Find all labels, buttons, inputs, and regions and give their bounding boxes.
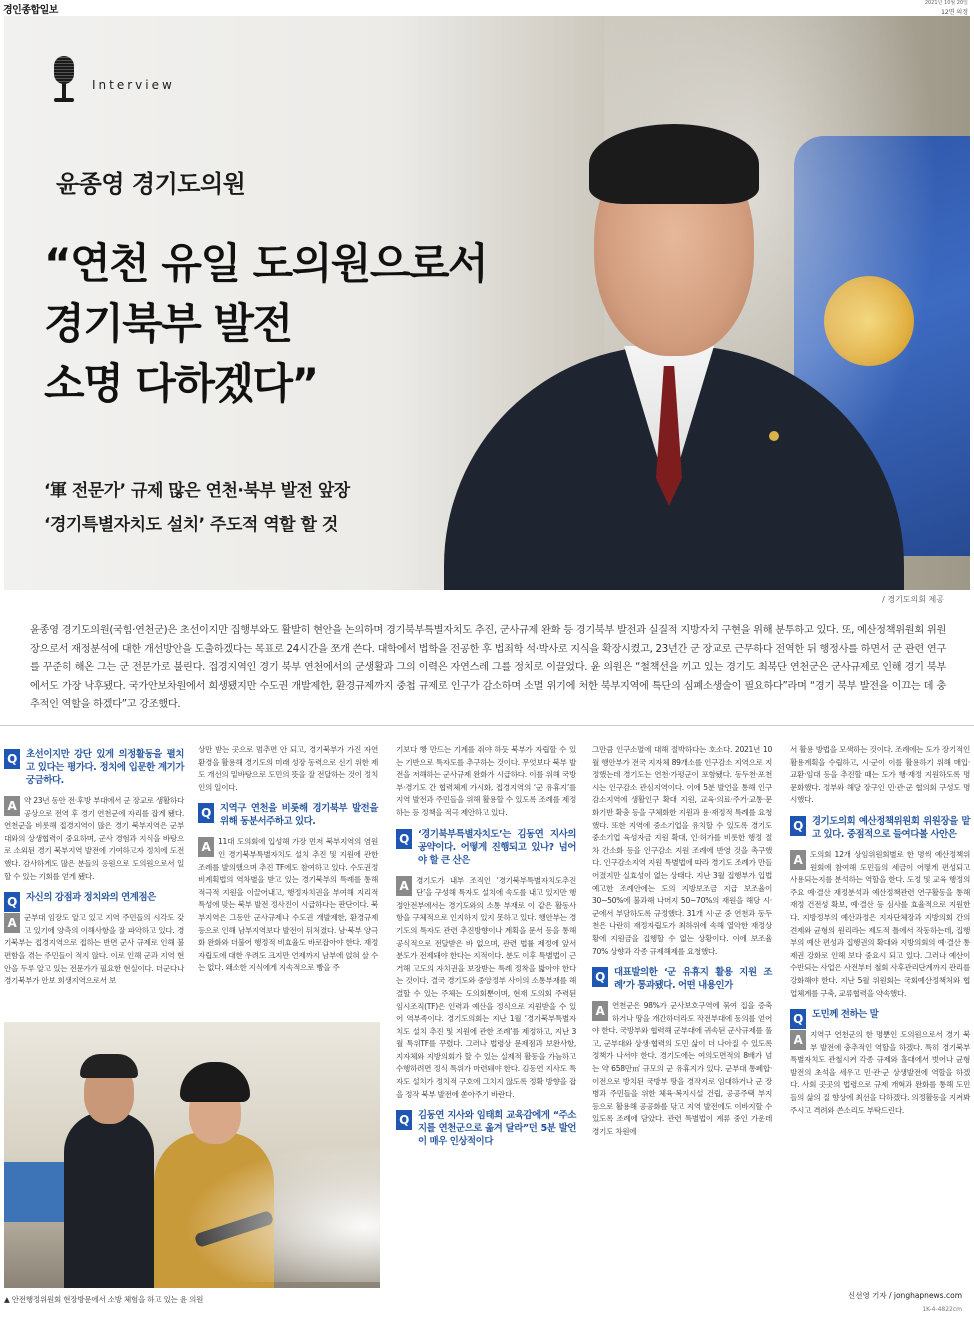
deck-line: ‘軍 전문가’ 규제 많은 연천·북부 발전 앞장 [44, 481, 350, 501]
answer-text: 군부대 임장도 알고 있고 지역 주민들의 시각도 갖고 있기에 양측의 이해사항을 잘 파악하고 있다. 경기북부는 접경지역으로 접하는 반면 군사 규제로 인해 불편함을 겪는 주민들이 적지 않다. 이로 인해 군과 지역 현안을 두루 알고 있는 전문가가 필요한 현실이다. 더군다나 경기북부가 안보 희생지역으로서 보 [4, 913, 184, 986]
answer-text: 도의회 12개 상임위원회별로 한 명씩 예산정책위원회에 참여해 도민들의 세금이 어떻게 편성되고 사용되는지를 분석하는 역할을 한다. 도정 및 교육 행정의 주요 예·결산 재정분석과 예산정책관련 연구활동을 통해 재정 건전성 확보, 예·결산 등 심사를 효율적으로 지원한다. 지방정부의 예산과정은 지자단체장과 지방의회 간의 견제와 균형의 원리라는 제도적 틀에서 작동하는데, 집행부의 예산 편성과 집행권의 확대와 지방의회의 예·결산 통제권 강화로 인해 보다 중요시 되고 있다. 그러나 예산이 수반되는 사업은 사전부터 철회 사후관리단계까지 관리를 강화해야 한다. 지난 5월 위원회는 국회예산정책처와 협업체계를 구축, 교류협력을 약속했다. [790, 849, 970, 998]
publication-date: 2021년 10월 20일 [924, 0, 968, 6]
photo-cap [80, 1054, 138, 1078]
answer-text: 서 활용 방법을 모색하는 것이다. 조례에는 도가 장기적인 활용계획을 수립하고, 시·군이 이를 활용하기 위해 매입·교환·임대 등을 추진할 때는 도가 행·재정 지원하도록 명문화했다. 정부와 해당 장구인 민·관·군 협의회 구성도 명시했다. [790, 745, 970, 805]
question-text: 초선이지만 강단 있게 의정활동을 펼치고 있다는 평가다. 정치에 입문한 계기가 궁금하다. [26, 749, 184, 786]
question-text: ‘경기북부특별자치도’는 김동연 지사의 공약이다. 어떻게 진행되고 있나? 넘어야 할 큰 산은 [418, 828, 576, 866]
question-badge: Q [198, 803, 214, 823]
answer-text: 그만큼 인구소멸에 대해 절박하다는 호소다. 2021년 10월 행안부가 전국 지자체 89개소를 인구감소 지역으로 지정했는데 경기도는 연천·가평군이 포함됐다. 동두천·포천시는 인구감소 관심지역이다. 이에 5분 발언을 통해 인구감소지역에 생활인구 확대 지원, 교육·의료·주거·교통·문화기반 확충 등을 구체화한 지원과 용·재정적 특례를 요청했다. 또한 지역에 중소기업을 유치할 수 있도록 경기도 중소기업 육성자금 지원 확대, 인·허가를 비롯한 행정 절차 간소화 등을 인구감소 지원 조례에 반영 것을 촉구했다. 인구감소지역 지원 특별법에 따라 경기도 조례가 만들어졌지만 실효성이 없는 상태다. 지난 3월 집행부가 입법예고한 조례안에는 도의 지방보조금 지급 보조율이 30~50%에 불과해 나머지 50~70%의 재원을 해당 시·군에서 부담하도록 규정했다. 31개 시·군 중 연천과 동두천은 나란히 재정자립도가 최하위에 속해 열악한 재정상황에 지원금을 집행할 수 없는 상황이다. 이에 보조율 70% 상향과 각종 규제해제를 요청했다. [592, 745, 772, 956]
column-5 [790, 744, 970, 1304]
answer-text: 11대 도의회에 입성해 가장 먼저 북부지역의 염원인 경기북부특별자치도 설치 추진 및 지원에 관한 조례를 발의했으며 추진 TF에도 참여하고 있다. 수도권정비계획법의 역차별을 받고 있는 경기북부의 특례를 통해 적극적 지원을 이끌어내고, 행정자치권을 부여해 지리적 특성에 맞는 북부 발전 정사진이 시급하다는 판단이다. 북부지역은 그동안 군사규제나 수도권 개발제한, 환경규제 등으로 인해 남부지역보다 발전이 뒤처졌다. 남·북부 양극화 완화와 더불어 행정적 비효율도 바로잡아야 한다. 재정자립도에 대한 우려도 크지만 언제까지 남부에 얹혀 살 수는 없다. 왜소한 지식에게 지속적으로 빵을 주 [198, 837, 378, 973]
column-3 [396, 744, 576, 1304]
question [790, 815, 970, 841]
answer-text: 연천군은 98%가 군사보호구역에 묶여 집을 증축하거나 땅을 개간하더라도 작전부대에 동의를 얻어야 한다. 국방부와 협력해 군부대에 귀속된 군사규제를 풀고, 군부대와 상생·협력의 도민 삶이 더 나아질 수 있도록 정책가 나서야 한다. 경기도에는 여의도면적의 8배가 넘는 약 658만㎡ 규모의 군 유휴지가 있다. 군부대 통폐합·이전으로 방치된 국방부 땅을 경작지로 임대하거나 군 장병과 주민들을 위한 체육·복지시설 건립, 공공주택 부지 등으로 활용해 공공화를 닦고 지역 발전에도 이바지할 수 있도록 조례에 담았다. 관련 특별법이 계류 중인 가운데 경기도 차원에 [592, 1001, 772, 1137]
answer [790, 849, 970, 1000]
byline: 신선영 기자 / jonghapnews.com [847, 1291, 962, 1300]
question-badge: Q [790, 1009, 806, 1029]
reference-number: 1K-4-4822cm [922, 1306, 962, 1313]
headline-line: “연천 유일 도의원으로서 [44, 239, 488, 288]
section-label: Interview [92, 78, 175, 92]
lede-paragraph: 윤종영 경기도의원(국힘·연천군)은 초선이지만 집행부와도 활발히 현안을 논의하며 경기북부특별자치도 추진, 군사규제 완화 등 경기북부 발전과 실질적 지방자치 구현을 위해 분투하고 있다. 또, 예산정책위원회 위원장으로서 재정분석에 대한 개선방안을 도출하겠다는 목표로 24시간을 쪼개 쓴다. 대학에서 법학을 전공한 후 법죄학 석·박사로 지식을 확장시켰고, 23년간 군 장교로 근무하다 전역한 뒤 행정사를 하면서 군 관련 연구를 꾸준히 해온 그는 군 전문가로 불린다. 접경지역인 경기 북부 연천에서의 군생활과 그의 이력은 자연스레 그를 정치로 이끌었다. 윤 의원은 “철책선을 끼고 있는 경기도 최북단 연천군은 군사규제로 인해 경기 북부에서도 가장 낙후됐다. 국가안보차원에서 희생됐지만 수도권 개발제한, 환경규제까지 중첩 규제로 인구가 감소하며 소멸 위기에 처한 북부지역에 특단의 심폐소생술이 필요하다”라며 “경기 북부 발전을 이끄는 데 충추적인 역할을 하겠다”고 강조했다. [30, 625, 946, 710]
answer [790, 1029, 970, 1117]
question-text: 도민께 전하는 말 [812, 1009, 879, 1021]
answer [592, 1000, 772, 1139]
hero-photo [4, 16, 970, 590]
answer [4, 795, 184, 883]
portrait-hair [589, 124, 759, 204]
question-badge: Q [4, 892, 20, 912]
question-badge: Q [396, 1110, 412, 1130]
answer [592, 744, 772, 958]
answer-badge: A [4, 796, 20, 816]
question-badge: Q [790, 816, 806, 836]
helmet-icon [180, 1062, 250, 1102]
answer-text: 약 23년 동안 전·후방 부대에서 군 장교로 생활하다 공상으로 전역 후 경기 연천군에 자리를 잡게 됐다. 연천군을 비롯해 접경지역이 많은 경기 북부지역은 군부대와의 상생협력이 중요하며, 군사 경험과 지식을 바탕으로 소외된 경기 북부지역 발전에 기여하고자 정치에 도전했다. 감사하게도 많은 분들의 응원으로 도의원으로서 일할 수 있는 기회를 얻게 됐다. [4, 796, 184, 881]
question-text: 지역구 연천을 비롯해 경기북부 발전을 위해 동분서주하고 있다. [220, 803, 378, 828]
answer [198, 744, 378, 794]
deck-line: ‘경기특별자치도 설치’ 주도적 역할 할 것 [44, 515, 338, 535]
question-text: 김동연 지사와 임태희 교육감에게 “주소지를 연천군으로 옮겨 달라”던 5분 발언이 매우 인상적이다 [418, 1110, 576, 1148]
answer [4, 912, 184, 988]
question [198, 802, 378, 828]
deck [44, 474, 350, 542]
answer [790, 744, 970, 807]
answer-badge: A [396, 876, 412, 896]
question [592, 966, 772, 992]
question-badge: Q [4, 749, 20, 769]
question [4, 891, 184, 910]
answer-badge: A [592, 1001, 608, 1021]
photo-credit: / 경기도의회 제공 [882, 595, 944, 604]
question [790, 1008, 970, 1027]
column-4 [592, 744, 772, 1304]
answer-text: 지역구 연천군의 한 명뿐인 도의원으로서 경기 북부 발전에 충추적인 역할을 하겠다. 특히 경기북부특별자치도 관철시켜 각종 규제와 홀대에서 벗어나 균형발전의 초석을 세우고 민·관·군 상생발전에 역할을 하겠다. 사회 곳곳의 법령으로 규제 개혁과 완화를 통해 도민들의 삶의 질 향상에 최선을 다하겠다. 의정활동을 지켜봐주시고 격려와 쓴소리도 부탁드린다. [790, 1030, 970, 1115]
answer-text: 상만 받는 곳으로 멈추면 안 되고, 경기북부가 가진 자연환경을 활용해 경기도의 미래 성장 동력으로 신기 위한 제도 개선의 밑바탕으로 도민의 뜻을 잘 전달하는 것이 정치인의 일이다. [198, 745, 378, 792]
answer [396, 875, 576, 1102]
portrait-lapel-badge [769, 431, 779, 441]
subject-name: 윤종영 경기도의원 [56, 170, 246, 198]
answer-badge: A [198, 837, 214, 857]
answer [396, 744, 576, 820]
answer-badge: A [790, 1030, 806, 1050]
top-bar [0, 0, 974, 14]
photo-person-left [64, 1112, 154, 1288]
question-badge: Q [592, 967, 608, 987]
question-text: 자신의 강점과 정치와의 연계점은 [26, 892, 156, 904]
question-badge: Q [396, 829, 412, 849]
question [4, 748, 184, 787]
page-label: 12면 의정 [941, 9, 968, 16]
question-text: 경기도의회 예산정책위원회 위원장을 맡고 있다. 중점적으로 들여다볼 사안은 [812, 815, 970, 840]
question-text: 대표발의한 ‘군 유휴지 활용 지원 조례’가 통과됐다. 어떤 내용인가 [614, 967, 772, 992]
answer-badge: A [4, 913, 20, 933]
answer [198, 836, 378, 975]
answer-badge: A [790, 850, 806, 870]
question [396, 828, 576, 867]
answer-text: 경기도가 내부 조직인 ‘경기북부특별자치도추진단’을 구성해 특자도 설치에 속도를 내고 있지만 행정안전부에서는 경기도와의 소통 부재로 이 같은 활동사항을 구체적으로 인지하지 있지 못하고 있다. 행안부는 경기도의 특자도 관련 추진방향이나 계획을 문서 등을 통해 공식적으로 전달받은 바 없으며, 관련 법률 제정에 앞서 분도가 전제돼야 한다는 지적이다. 분도 이후 특별법이 근거해 고도의 자치권을 보장받는 특례 정착을 밟아야 한다는 것이다. 결국 경기도와 중앙정부 사이의 소통부재를 해결할 수 있는 주체는 도의회뿐이며, 현재 도의회 주력된 임시조직(TF)은 인력과 예산을 정식으로 지원받을 수 있어 역부족이다. 경기도의회는 지난 1월 ‘경기북부특별자치도 설치 추진 및 지원에 관한 조례’를 제정하고, 지난 3월 특위TF를 꾸렸다. 그러나 법령상 문제점과 보완사항, 지자체와 지방의회가 할 수 있는 실제적 활동을 가늠하고 수행하려면 정식 특위가 마련돼야 한다. 김동연 지사도 특자도 설치가 정치적 구호에 그치지 않도록 정확 방향을 잡을 정작 북부 발전에 쏟아주기 바란다. [396, 875, 576, 1099]
column-1 [4, 744, 184, 1020]
water-spray [184, 1142, 380, 1282]
answer-text: 기보다 빵 만드는 기계를 줘야 하듯 북부가 자립할 수 있는 기반으로 특자도를 추구하는 것이다. 무엇보다 북부 발전을 저해하는 군사규제 완화가 시급하다. 이를 위해 국방부·경기도 간 협력체계 가시화, 접경지역의 ‘군 유휴지’를 지역 발전과 주민들을 위해 활용할 수 있도록 조례를 제정하는 등 정책을 적극 제안하고 있다. [396, 745, 576, 817]
microphone-icon [50, 56, 78, 110]
headline-line: 경기북부 발전 [44, 299, 292, 348]
headline-line: 소명 다하겠다” [44, 359, 318, 408]
photo-caption: ▲ 안전행정위원회 현장방문에서 소방 체험을 하고 있는 윤 의원 [4, 1295, 204, 1304]
divider [0, 725, 974, 726]
headline [44, 234, 504, 414]
firefighting-photo [4, 1022, 380, 1288]
masthead: 경인종합일보 [3, 5, 58, 16]
question [396, 1109, 576, 1148]
